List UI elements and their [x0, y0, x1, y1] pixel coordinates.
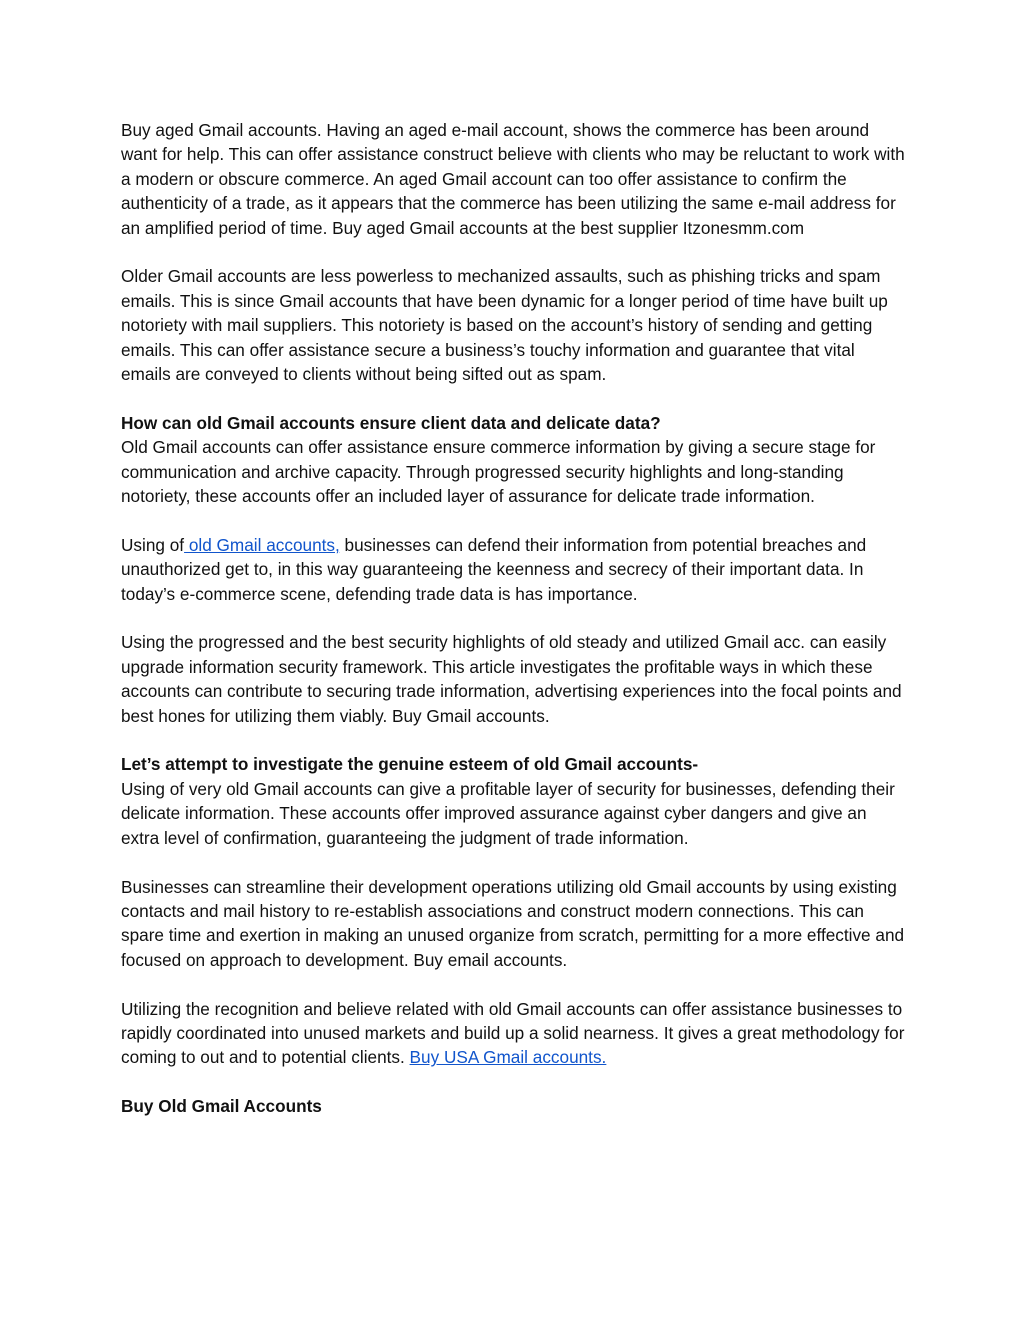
paragraph-text-before-link: Utilizing the recognition and believe related with old Gmail accounts can offer assistance businesses to rapidly coordinated into unused markets and build up a solid nearness. It gives a great methodology for coming to out and to potential clients.	[121, 998, 905, 1068]
buy-usa-gmail-accounts-link[interactable]: Buy USA Gmail accounts.	[409, 1047, 607, 1068]
heading-buy-old-gmail: Buy Old Gmail Accounts	[121, 1096, 322, 1117]
old-gmail-accounts-link[interactable]: old Gmail accounts,	[184, 534, 340, 555]
heading-client-data: How can old Gmail accounts ensure client data and delicate data?	[121, 412, 661, 433]
paragraph-secure-stage: Old Gmail accounts can offer assistance ensure commerce information by giving a secure stage for communication and archive capacity. Through progressed security highlights and long-standing notoriety, these accounts offer an included layer of assurance for delicate trade information.	[121, 437, 876, 507]
paragraph-streamline-development: Businesses can streamline their development operations utilizing old Gmail accounts by using existing contacts and mail history to re-establish associations and construct modern connections. This can spare time and exertion in making an unused organize from scratch, permitting for a more effective and focused on approach to development. Buy email accounts.	[121, 876, 905, 970]
paragraph-security-highlights: Using the progressed and the best security highlights of old steady and utilized Gmail acc. can easily upgrade information security framework. This article investigates the profitable ways in which these accounts can contribute to securing trade information, advertising experiences into the focal points and best hones for utilizing them viably. Buy Gmail accounts.	[121, 632, 902, 726]
paragraph-text-after-link: businesses can defend their information from potential breaches and unauthorized get to, in this way guaranteeing the keenness and secrecy of their important data. In today’s e-commerce scene, defending trade data is has importance.	[121, 534, 867, 604]
paragraph-recognition-markets	[121, 997, 907, 1070]
document-body	[121, 118, 907, 1119]
paragraph-aged-gmail-intro: Buy aged Gmail accounts. Having an aged e-mail account, shows the commerce has been around want for help. This can offer assistance construct believe with clients who may be reluctant to work with a modern or obscure commerce. An aged Gmail account can too offer assistance to confirm the authenticity of a trade, as it appears that the commerce has been utilizing the same e-mail address for an amplified period of time. Buy aged Gmail accounts at the best supplier Itzonesmm.com	[121, 120, 905, 238]
paragraph-text-before-link: Using of	[121, 534, 185, 555]
heading-genuine-esteem: Let’s attempt to investigate the genuine esteem of old Gmail accounts-	[121, 754, 699, 775]
paragraph-older-accounts-security: Older Gmail accounts are less powerless to mechanized assaults, such as phishing tricks and spam emails. This is since Gmail accounts that have been dynamic for a longer period of time have built up notoriety with mail suppliers. This notoriety is based on the account’s history of sending and getting emails. This can offer assistance secure a business’s touchy information and guarantee that vital emails are conveyed to clients without being sifted out as spam.	[121, 266, 888, 385]
paragraph-defend-information	[121, 533, 907, 606]
paragraph-very-old-accounts: Using of very old Gmail accounts can give a profitable layer of security for businesses, defending their delicate information. These accounts offer improved assurance against cyber dangers and give an extra level of confirmation, guaranteeing the judgment of trade information.	[121, 778, 895, 848]
